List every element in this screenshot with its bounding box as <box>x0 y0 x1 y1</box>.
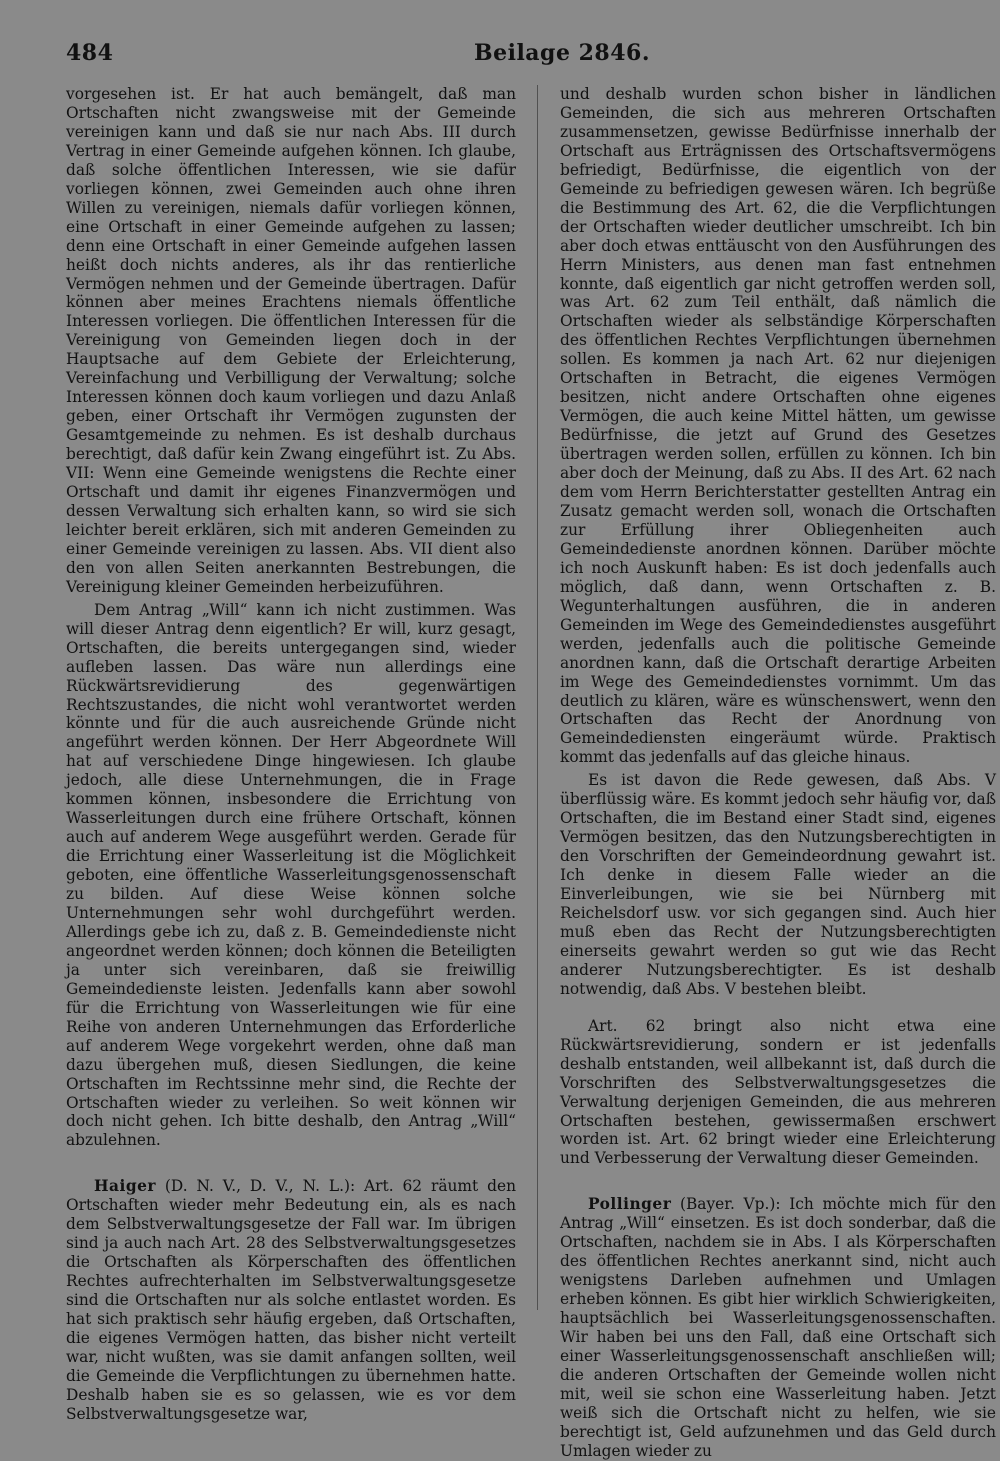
speaker-name: Haiger <box>94 1177 157 1196</box>
paragraph: vorgesehen ist. Er hat auch bemängelt, daß man Ortschaften nicht zwangsweise mit der Gemeinde vereinigen kann und daß sie nur nach Abs. III durch Vertrag in einer Gemeinde aufgehen können. Ich glaube, daß solche öffentlichen Interessen, wie sie dafür vorliegen können, zwei Gemeinden auch ohne ihren Willen zu vereinigen, niemals dafür vorliegen können, eine Ortschaft in einer Gemeinde aufgehen zu lassen; denn eine Ortschaft in einer Gemeinde aufgehen lassen heißt doch nichts anderes, als ihr das rentierliche Vermögen nehmen und der Gemeinde übertragen. Dafür können aber meines Erachtens niemals öffentliche Interessen vorliegen. Die öffentlichen Interessen für die Vereinigung von Gemeinden liegen doch in der Hauptsache auf dem Gebiete der Erleichterung, Vereinfachung und Verbilligung der Verwaltung; solche Interessen können doch kaum vorliegen und dazu Anlaß geben, einer Ortschaft ihr Vermögen zugunsten der Gesamtgemeinde zu nehmen. Es ist deshalb durchaus berechtigt, daß dafür kein Zwang eingeführt ist. Zu Abs. VII: Wenn eine Gemeinde wenigstens die Rechte einer Ortschaft und damit ihr eigenes Finanzvermögen und dessen Verwaltung sich erhalten kann, so wird sie sich leichter bereit erklären, sich mit anderen Gemeinden zu einer Gemeinde vereinigen zu lassen. Abs. VII dient also den von allen Seiten anerkannten Bestrebungen, die Vereinigung kleiner Gemeinden herbeizuführen. <box>66 85 516 596</box>
column-divider <box>537 85 538 1310</box>
left-column <box>66 85 516 1423</box>
speaker-name: Pollinger <box>588 1195 672 1214</box>
page-number: 484 <box>66 40 114 66</box>
paragraph: Es ist davon die Rede gewesen, daß Abs. V überflüssig wäre. Es kommt jedoch sehr häufig vor, daß Ortschaften, die im Bestand einer Stadt sind, eigenes Vermögen besitzen, das den Nutzungsberechtigten in den Vorschriften der Gemeindeordnung gewahrt ist. Ich denke in diesem Falle wieder an die Einverleibungen, wie sie bei Nürnberg mit Reichelsdorf usw. vor sich gegangen sind. Auch hier muß eben das Recht der Nutzungsberechtigten einerseits gewahrt werden so gut wie das Recht anderer Nutzungsberechtigter. Es ist deshalb notwendig, daß Abs. V bestehen bleibt. <box>560 771 996 998</box>
speech-paragraph <box>66 1177 516 1423</box>
speech-text: (Bayer. Vp.): Ich möchte mich für den Antrag „Will“ einsetzen. Es ist doch sonderbar, daß die Ortschaften, nachdem sie in Abs. I als Körperschaften des öffentlichen Rechtes anerkannt sind, nicht auch wenigstens Darleben aufnehmen und Umlagen erheben können. Es gibt hier wirklich Schwierigkeiten, hauptsächlich bei Wasserleitungsgenossenschaften. Wir haben bei uns den Fall, daß eine Ortschaft sich einer Wasserleitungsgenossenschaft anschließen will; die anderen Ortschaften der Gemeinde wollen nicht mit, weil sie schon eine Wasserleitung haben. Jetzt weiß sich die Ortschaft nicht zu helfen, wie sie berechtigt ist, Geld aufzunehmen und das Geld durch Umlagen wieder zu <box>560 1195 996 1460</box>
page-title: Beilage 2846. <box>474 40 650 66</box>
right-column <box>560 85 996 1460</box>
paragraph: und deshalb wurden schon bisher in ländlichen Gemeinden, die sich aus mehreren Ortschaften zusammensetzen, gewisse Bedürfnisse innerhalb der Ortschaft aus Erträgnissen des Ortschaftsvermögens befriedigt, Bedürfnisse, die eigentlich von der Gemeinde zu befriedigen gewesen wären. Ich begrüße die Bestimmung des Art. 62, die die Verpflichtungen der Ortschaften wieder deutlicher umschreibt. Ich bin aber doch etwas enttäuscht von den Ausführungen des Herrn Ministers, aus denen man fast entnehmen konnte, daß eigentlich gar nicht getroffen werden soll, was Art. 62 zum Teil enthält, daß nämlich die Ortschaften wieder als selbständige Körperschaften des öffentlichen Rechtes Verpflichtungen übernehmen sollen. Es kommen ja nach Art. 62 nur diejenigen Ortschaften in Betracht, die eigenes Vermögen besitzen, nicht andere Ortschaften ohne eigenes Vermögen, die auch keine Mittel hätten, um gewisse Bedürfnisse, die jetzt auf Grund des Gesetzes übertragen werden sollen, erfüllen zu können. Ich bin aber doch der Meinung, daß zu Abs. II des Art. 62 nach dem vom Herrn Berichterstatter gestellten Antrag ein Zusatz gemacht werden soll, wonach die Ortschaften zur Erfüllung ihrer Obliegenheiten auch Gemeindedienste anordnen können. Darüber möchte ich noch Auskunft haben: Es ist doch jedenfalls auch möglich, daß dann, wenn Ortschaften z. B. Wegunterhaltungen ausführen, die in anderen Gemeinden im Wege des Gemeindedienstes ausgeführt werden, jedenfalls auch die politische Gemeinde anordnen kann, daß die Ortschaft derartige Arbeiten im Wege des Gemeindedienstes vornimmt. Um das deutlich zu klären, wäre es wünschenswert, wenn den Ortschaften das Recht der Anordnung von Gemeindediensten eingeräumt würde. Praktisch kommt das jedenfalls auf das gleiche hinaus. <box>560 85 996 767</box>
speech-paragraph <box>560 1195 996 1460</box>
paragraph: Dem Antrag „Will“ kann ich nicht zustimmen. Was will dieser Antrag denn eigentlich? Er will, kurz gesagt, Ortschaften, die bereits untergegangen sind, wieder aufleben lassen. Das wäre nun allerdings eine Rückwärtsrevidierung des gegenwärtigen Rechtszustandes, die nicht wohl verantwortet werden könnte und für die auch ausreichende Gründe nicht angeführt werden können. Der Herr Abgeordnete Will hat auf verschiedene Dinge hingewiesen. Ich glaube jedoch, alle diese Unternehmungen, die in Frage kommen können, insbesondere die Errichtung von Wasserleitungen durch eine frühere Ortschaft, können auch auf anderem Wege ausgeführt werden. Gerade für die Errichtung einer Wasserleitung ist die Möglichkeit geboten, eine öffentliche Wasserleitungsgenossenschaft zu bilden. Auf diese Weise können solche Unternehmungen sehr wohl durchgeführt werden. Allerdings gebe ich zu, daß z. B. Gemeindedienste nicht angeordnet werden können; doch können die Beteiligten ja unter sich vereinbaren, daß sie freiwillig Gemeindedienste leisten. Jedenfalls kann aber sowohl für die Errichtung von Wasserleitungen wie für eine Reihe von anderen Unternehmungen das Erforderliche auf anderem Wege vorgekehrt werden, ohne daß man dazu übergehen muß, diesen Siedlungen, die keine Ortschaften im Rechtssinne mehr sind, die Rechte der Ortschaften wieder zu verleihen. So weit können wir doch nicht gehen. Ich bitte deshalb, den Antrag „Will“ abzulehnen. <box>66 600 516 1150</box>
page-header <box>66 40 1000 80</box>
speech-text: (D. N. V., D. V., N. L.): Art. 62 räumt den Ortschaften wieder mehr Bedeutung ein, als es nach dem Selbstverwaltungsgesetze der Fall war. Im übrigen sind ja auch nach Art. 28 des Selbstverwaltungsgesetzes die Ortschaften als Körperschaften des öffentlichen Rechtes aufrechterhalten im Selbstverwaltungsgesetze sind die Ortschaften nur als solche entlastet worden. Es hat sich praktisch sehr häufig ergeben, daß Ortschaften, die eigenes Vermögen hatten, das bisher nicht verteilt war, nicht wußten, was sie damit anfangen sollten, weil die Gemeinde die Verpflichtungen zu übernehmen hatte. Deshalb haben sie es so gelassen, wie es vor dem Selbstverwaltungsgesetze war, <box>66 1177 516 1423</box>
paragraph: Art. 62 bringt also nicht etwa eine Rückwärtsrevidierung, sondern er ist jedenfalls deshalb entstanden, weil allbekannt ist, daß durch die Vorschriften des Selbstverwaltungsgesetzes die Verwaltung derjenigen Gemeinden, die aus mehreren Ortschaften bestehen, gewissermaßen erschwert worden ist. Art. 62 bringt wieder eine Erleichterung und Verbesserung der Verwaltung dieser Gemeinden. <box>560 1016 996 1168</box>
